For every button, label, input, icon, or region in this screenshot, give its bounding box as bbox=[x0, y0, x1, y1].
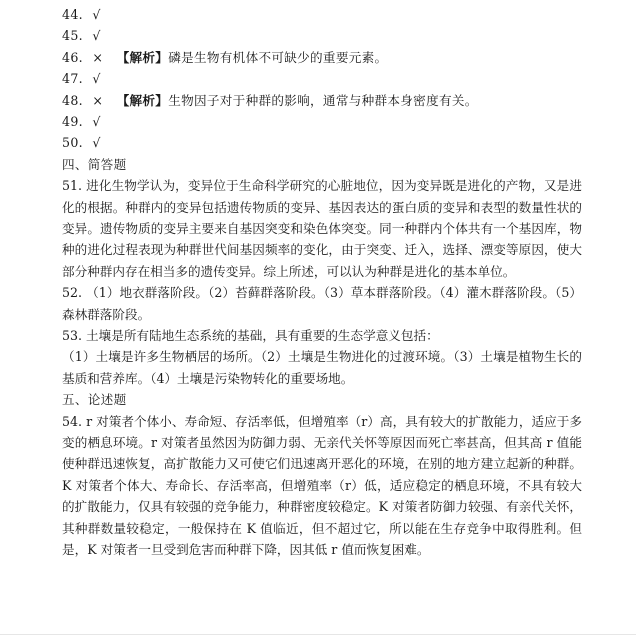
analysis-text: 磷是生物有机体不可缺少的重要元素。 bbox=[168, 49, 388, 65]
cross-mark: × bbox=[92, 49, 104, 65]
answer-line-48 bbox=[62, 90, 582, 111]
answer-number: 49. bbox=[62, 113, 83, 129]
answer-paragraph-53-body: （1）土壤是许多生物栖居的场所。（2）土壤是生物进化的过渡环境。（3）土壤是植物生长的基质和营养库。（4）土壤是污染物转化的重要场地。 bbox=[62, 349, 582, 386]
check-mark: √ bbox=[92, 113, 101, 129]
answer-number: 44. bbox=[62, 7, 83, 22]
answer-number: 46. bbox=[62, 49, 83, 65]
answer-number: 50. bbox=[62, 135, 83, 151]
answer-line-44 bbox=[62, 4, 582, 25]
check-mark: √ bbox=[92, 71, 101, 87]
cross-mark: × bbox=[92, 92, 104, 108]
answer-line-50 bbox=[62, 132, 582, 153]
answer-line-46 bbox=[62, 47, 582, 68]
answer-paragraph-54: 54. r 对策者个体小、寿命短、存活率低，但增殖率（r）高，具有较大的扩散能力，适应于多变的栖息环境。r 对策者虽然因为防御力弱、无亲代关怀等原因而死亡率甚高，但其高 r 值能使种群迅速恢复，高扩散能力又可使它们迅速离开恶化的环境，在别的地方建立起新的种群。K 对策者个体大、寿命长、存活率高，但增殖率（r）低，适应稳定的栖息环境，不具有较大的扩散能力，仅具有较强的竞争能力，种群密度较稳定。K 对策者防御力较强、有亲代关怀，其种群数量较稳定，一般保持在 K 值临近，但不超过它，所以能在生存竞争中取得胜利。但是，K 对策者一旦受到危害而种群下降，因其低 r 值而恢复困难。 bbox=[62, 413, 582, 558]
answer-paragraph-52: 52. （1）地衣群落阶段。（2）苔藓群落阶段。（3）草本群落阶段。（4）灌木群落阶段。（5）森林群落阶段。 bbox=[62, 285, 582, 322]
answer-number: 45. bbox=[62, 28, 83, 44]
section-heading-short-answer: 四、简答题 bbox=[62, 156, 127, 172]
answer-number: 47. bbox=[62, 71, 83, 87]
analysis-tag: 【解析】 bbox=[116, 49, 169, 65]
answer-line-47 bbox=[62, 68, 582, 89]
check-mark: √ bbox=[92, 135, 101, 151]
analysis-tag: 【解析】 bbox=[116, 92, 169, 108]
check-mark: √ bbox=[92, 28, 101, 44]
answer-paragraph-53-intro: 53. 土壤是所有陆地生态系统的基础，具有重要的生态学意义包括： bbox=[62, 327, 439, 343]
section-heading-essay: 五、论述题 bbox=[62, 392, 127, 408]
answer-line-49 bbox=[62, 111, 582, 132]
answer-line-45 bbox=[62, 25, 582, 46]
check-mark: √ bbox=[92, 7, 101, 22]
answer-page bbox=[62, 4, 582, 560]
analysis-text: 生物因子对于种群的影响，通常与种群本身密度有关。 bbox=[168, 92, 478, 108]
answer-paragraph-51: 51. 进化生物学认为，变异位于生命科学研究的心脏地位，因为变异既是进化的产物，又是进化的根据。种群内的变异包括遗传物质的变异、基因表达的蛋白质的变异和表型的数量性状的变异。遗传物质的变异主要来自基因突变和染色体突变。同一种群内个体共有一个基因库，物种的进化过程表现为种群世代间基因频率的变化，由于突变、迁入，选择、漂变等原因，使大部分种群内存在相当多的遗传变异。综上所述，可以认为种群是进化的基本单位。 bbox=[62, 178, 582, 279]
answer-number: 48. bbox=[62, 92, 83, 108]
